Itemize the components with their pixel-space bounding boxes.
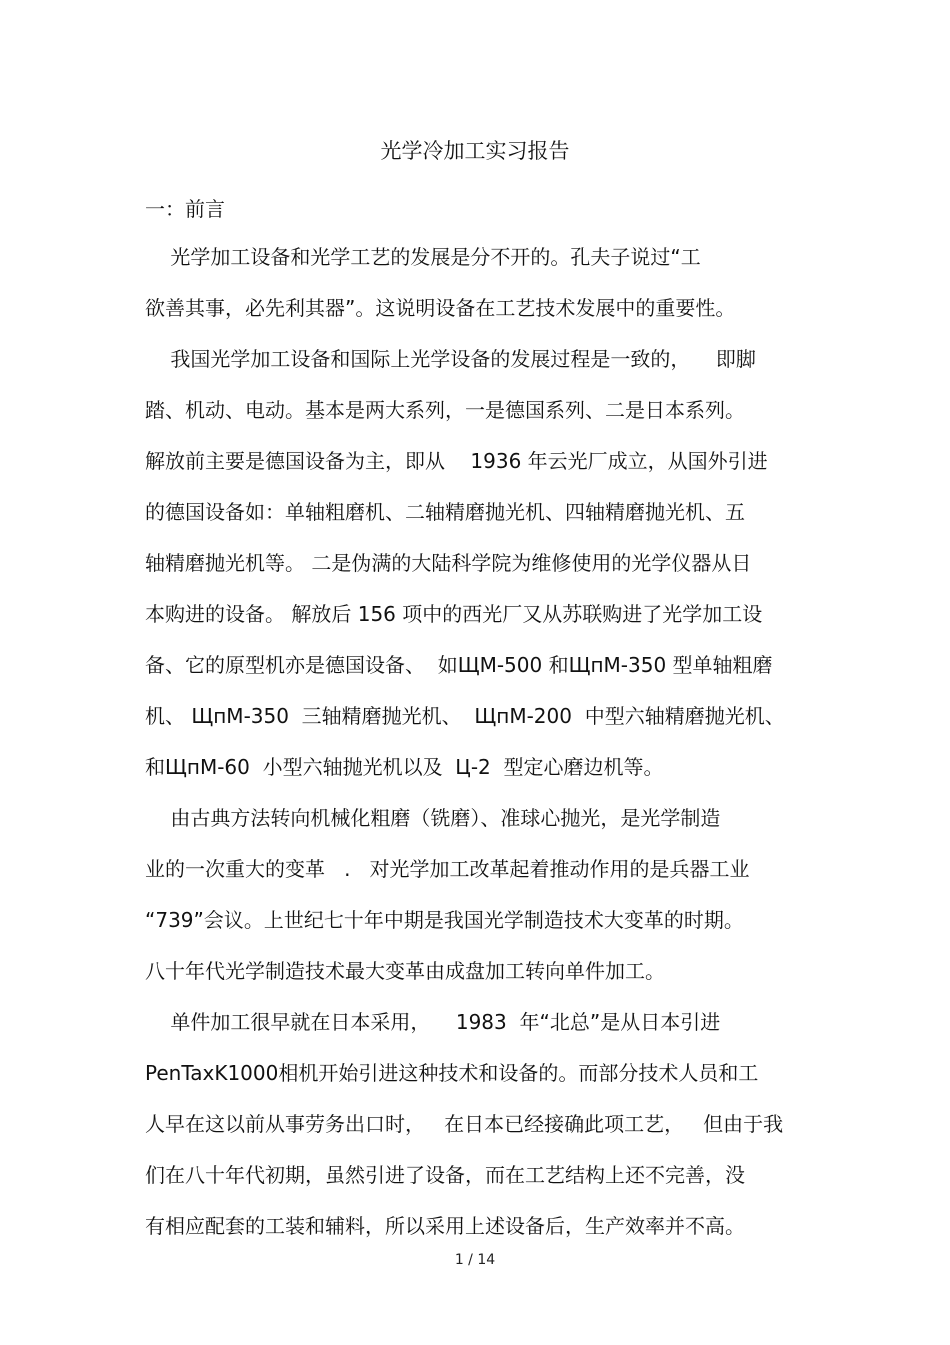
text-line: “739”会议。上世纪七十年中期是我国光学制造技术大变革的时期。 [145, 908, 744, 932]
text-line: 八十年代光学制造技术最大变革由成盘加工转向单件加工。 [145, 959, 665, 983]
text-line: 机、 ЩпМ-350 三轴精磨抛光机、 ЩпМ-200 中型六轴精磨抛光机、 [145, 704, 785, 728]
text-line: 有相应配套的工装和辅料，所以采用上述设备后，生产效率并不高。 [145, 1214, 745, 1238]
text-line: 我国光学加工设备和国际上光学设备的发展过程是一致的， 即脚 [145, 347, 756, 371]
text-line: 光学加工设备和光学工艺的发展是分不开的。孔夫子说过“工 [145, 245, 701, 269]
text-line: PenTaxK1000相机开始引进这种技术和设备的。而部分技术人员和工 [145, 1061, 759, 1085]
text-line: 解放前主要是德国设备为主，即从 1936 年云光厂成立，从国外引进 [145, 449, 768, 473]
text-line: 踏、机动、电动。基本是两大系列，一是德国系列、二是日本系列。 [145, 398, 745, 422]
text-line: 们在八十年代初期，虽然引进了设备，而在工艺结构上还不完善，没 [145, 1163, 745, 1187]
text-line: 业的一次重大的变革 . 对光学加工改革起着推动作用的是兵器工业 [145, 857, 750, 881]
body-text [145, 242, 825, 1262]
text-line: 人早在这以前从事劳务出口时， 在日本已经接确此项工艺， 但由于我 [145, 1112, 784, 1136]
text-line: 单件加工很早就在日本采用， 1983 年“北总”是从日本引进 [145, 1010, 721, 1034]
text-line: 本购进的设备。 解放后 156 项中的西光厂又从苏联购进了光学加工设 [145, 602, 763, 626]
text-line: 和ЩпМ-60 小型六轴抛光机以及 Ц-2 型定心磨边机等。 [145, 755, 664, 779]
text-line: 欲善其事，必先利其器”。这说明设备在工艺技术发展中的重要性。 [145, 296, 736, 320]
text-line: 备、它的原型机亦是德国设备、 如ЩМ-500 和ЩпМ-350 型单轴粗磨 [145, 653, 773, 677]
document-title: 光学冷加工实习报告 [380, 139, 570, 163]
section-heading: 一：前言 [145, 197, 225, 221]
page-number: 1 / 14 [454, 1252, 496, 1268]
text-line: 由古典方法转向机械化粗磨（铣磨）、准球心抛光，是光学制造 [145, 806, 721, 830]
text-line: 轴精磨抛光机等。 二是伪满的大陆科学院为维修使用的光学仪器从日 [145, 551, 752, 575]
text-line: 的德国设备如：单轴粗磨机、二轴精磨抛光机、四轴精磨抛光机、五 [145, 500, 745, 524]
